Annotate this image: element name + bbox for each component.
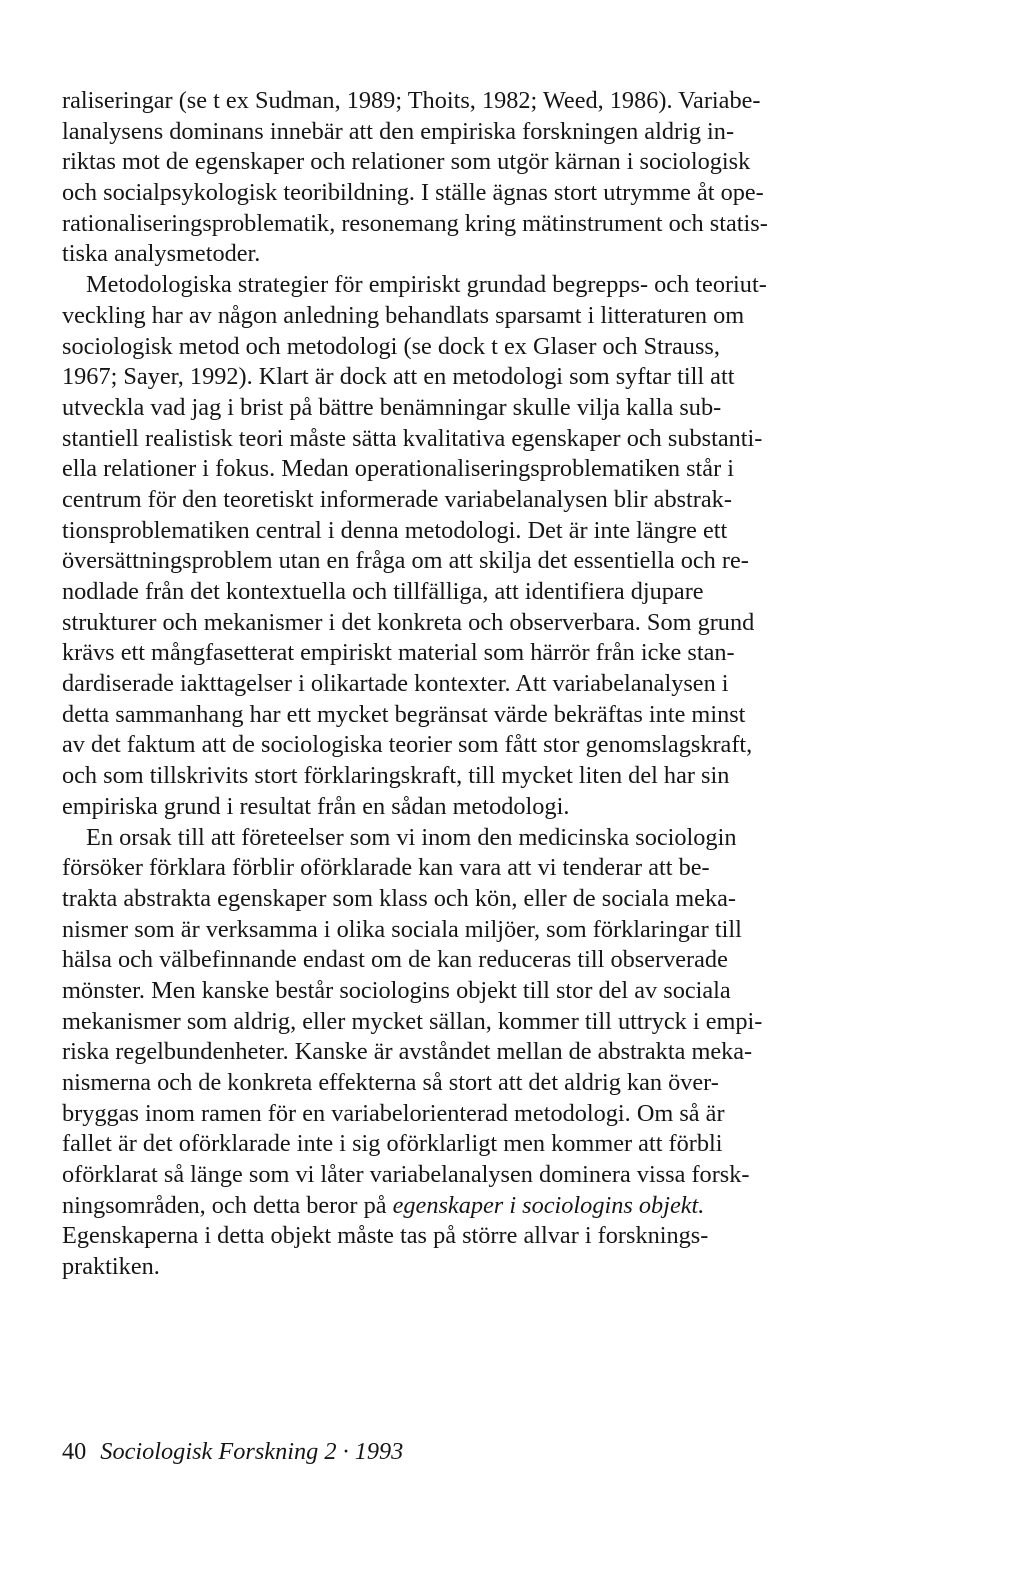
body-text (62, 86, 828, 1283)
paragraph (62, 823, 828, 1283)
text-segment: översättningsproblem utan en fråga om att skilja det essentiella och re- (62, 547, 749, 575)
text-segment: detta sammanhang har ett mycket begränsat värde bekräftas inte minst (62, 700, 746, 728)
text-line (62, 1099, 828, 1130)
text-segment: mekanismer som aldrig, eller mycket sällan, kommer till uttryck i empi- (62, 1007, 763, 1035)
text-line (62, 1007, 828, 1038)
text-segment: rationaliseringsproblematik, resonemang kring mätinstrument och statis- (62, 209, 768, 237)
text-segment: och som tillskrivits stort förklaringskraft, till mycket liten del har sin (62, 762, 730, 790)
text-segment: utveckla vad jag i brist på bättre benämningar skulle vilja kalla sub- (62, 393, 722, 421)
text-line (62, 608, 828, 639)
text-line (62, 915, 828, 946)
paragraph (62, 270, 828, 822)
text-line (62, 209, 828, 240)
text-line (62, 976, 828, 1007)
text-line (62, 792, 828, 823)
text-line (62, 1129, 828, 1160)
text-line (62, 239, 828, 270)
text-line (62, 853, 828, 884)
text-line (62, 117, 828, 148)
text-line (62, 638, 828, 669)
text-segment: oförklarat så länge som vi låter variabelanalysen dominera vissa forsk- (62, 1161, 750, 1189)
paragraph (62, 86, 828, 270)
text-line (62, 546, 828, 577)
text-segment: strukturer och mekanismer i det konkreta och observerbara. Som grund (62, 608, 755, 636)
text-segment: av det faktum att de sociologiska teorier som fått stor genomslagskraft, (62, 731, 753, 759)
text-segment: trakta abstrakta egenskaper som klass och kön, eller de sociala meka- (62, 884, 736, 912)
text-line (62, 945, 828, 976)
text-segment: En orsak till att företeelser som vi inom den medicinska sociologin (86, 823, 737, 851)
text-line (62, 362, 828, 393)
text-segment: fallet är det oförklarade inte i sig oförklarligt men kommer att förbli (62, 1130, 723, 1158)
text-line (62, 424, 828, 455)
text-segment: krävs ett mångfasetterat empiriskt material som härrör från icke stan- (62, 639, 735, 667)
page-footer (62, 1437, 403, 1467)
text-line (62, 1221, 828, 1252)
italic-text: egenskaper i sociologins objekt. (392, 1191, 705, 1219)
text-line (62, 823, 828, 854)
text-line (62, 1252, 828, 1283)
text-segment: bryggas inom ramen för en variabelorienterad metodologi. Om så är (62, 1099, 725, 1127)
text-line (62, 669, 828, 700)
text-segment: tiska analysmetoder. (62, 240, 261, 268)
text-line (62, 454, 828, 485)
text-line (62, 393, 828, 424)
text-segment: lanalysens dominans innebär att den empiriska forskningen aldrig in- (62, 117, 735, 145)
text-line (62, 178, 828, 209)
text-line (62, 1068, 828, 1099)
text-segment: riska regelbundenheter. Kanske är avståndet mellan de abstrakta meka- (62, 1038, 753, 1066)
text-line (62, 86, 828, 117)
text-segment: 1967; Sayer, 1992). Klart är dock att en metodologi som syftar till att (62, 363, 735, 391)
text-line (62, 730, 828, 761)
text-segment: nismer som är verksamma i olika sociala miljöer, som förklaringar till (62, 915, 742, 943)
text-segment: ningsområden, och detta beror på (62, 1191, 393, 1219)
text-segment: sociologisk metod och metodologi (se dock t ex Glaser och Strauss, (62, 332, 720, 360)
text-segment: dardiserade iakttagelser i olikartade kontexter. Att variabelanalysen i (62, 670, 729, 698)
text-segment: hälsa och välbefinnande endast om de kan reduceras till observerade (62, 946, 728, 974)
text-segment: centrum för den teoretiskt informerade variabelanalysen blir abstrak- (62, 485, 732, 513)
text-line (62, 1037, 828, 1068)
text-line (62, 147, 828, 178)
text-segment: nodlade från det kontextuella och tillfälliga, att identifiera djupare (62, 578, 704, 605)
text-segment: praktiken. (62, 1253, 160, 1281)
page-number: 40 (62, 1438, 87, 1465)
text-segment: ella relationer i fokus. Medan operationaliseringsproblematiken står i (62, 455, 734, 483)
text-segment: och socialpsykologisk teoribildning. I ställe ägnas stort utrymme åt ope- (62, 179, 764, 207)
text-segment: nismerna och de konkreta effekterna så stort att det aldrig kan över- (62, 1069, 719, 1096)
text-segment: Metodologiska strategier för empiriskt grundad begrepps- och teoriut- (86, 271, 767, 299)
text-segment: raliseringar (se t ex Sudman, 1989; Thoits, 1982; Weed, 1986). Variabe- (62, 87, 761, 114)
text-segment: empiriska grund i resultat från en sådan metodologi. (62, 792, 570, 820)
text-line (62, 516, 828, 547)
text-line (62, 301, 828, 332)
text-line (62, 1160, 828, 1191)
text-line (62, 485, 828, 516)
text-line (62, 332, 828, 363)
text-segment: Egenskaperna i detta objekt måste tas på större allvar i forsknings- (62, 1222, 709, 1250)
text-segment: tionsproblematiken central i denna metodologi. Det är inte längre ett (62, 516, 728, 544)
text-line (62, 884, 828, 915)
text-segment: stantiell realistisk teori måste sätta kvalitativa egenskaper och substanti- (62, 424, 763, 452)
journal-title: Sociologisk Forskning 2 · 1993 (100, 1438, 404, 1465)
text-line (62, 700, 828, 731)
text-segment: veckling har av någon anledning behandlats sparsamt i litteraturen om (62, 301, 745, 329)
text-segment: försöker förklara förblir oförklarade kan vara att vi tenderar att be- (62, 854, 710, 882)
text-line (62, 270, 828, 301)
text-line (62, 761, 828, 792)
text-line (62, 577, 828, 608)
text-segment: mönster. Men kanske består sociologins objekt till stor del av sociala (62, 976, 731, 1004)
text-segment: riktas mot de egenskaper och relationer som utgör kärnan i sociologisk (62, 148, 751, 176)
text-line (62, 1191, 828, 1222)
